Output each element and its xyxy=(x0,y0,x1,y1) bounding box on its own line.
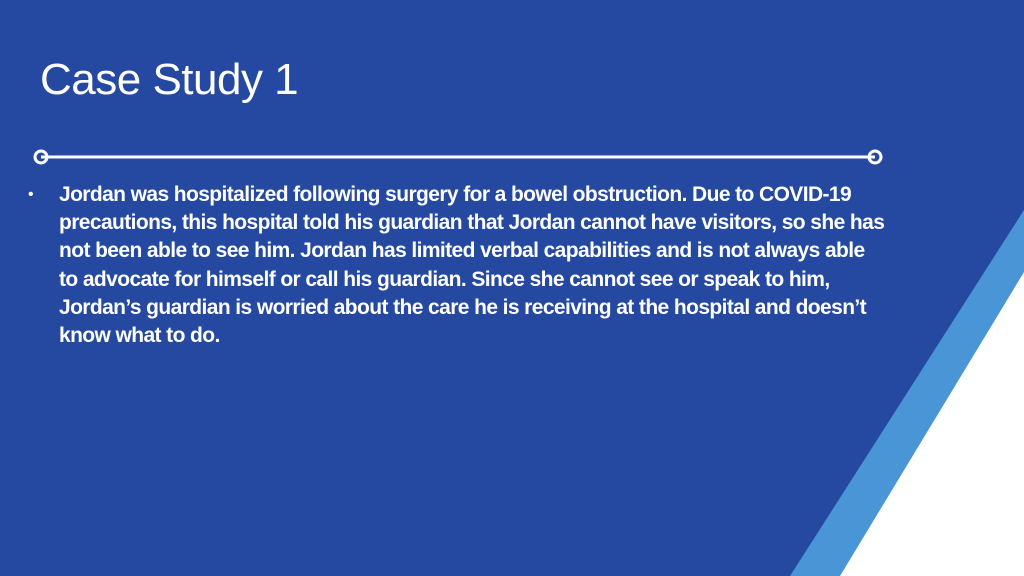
bullet-dot-icon: • xyxy=(28,186,34,203)
slide-title: Case Study 1 xyxy=(40,55,299,104)
bullet-text: Jordan was hospitalized following surgery for a bowel obstruction. Due to COVID-19 precautions, this hospital told his guardian that Jordan cannot have visitors, so she has not been able to see him. Jordan has limited verbal capabilities and is not always able to advocate for himself or call his guardian. Since she cannot see or speak to him, Jordan’s guardian is worried about the care he is receiving at the hospital and doesn’t know what to do. xyxy=(59,183,885,348)
